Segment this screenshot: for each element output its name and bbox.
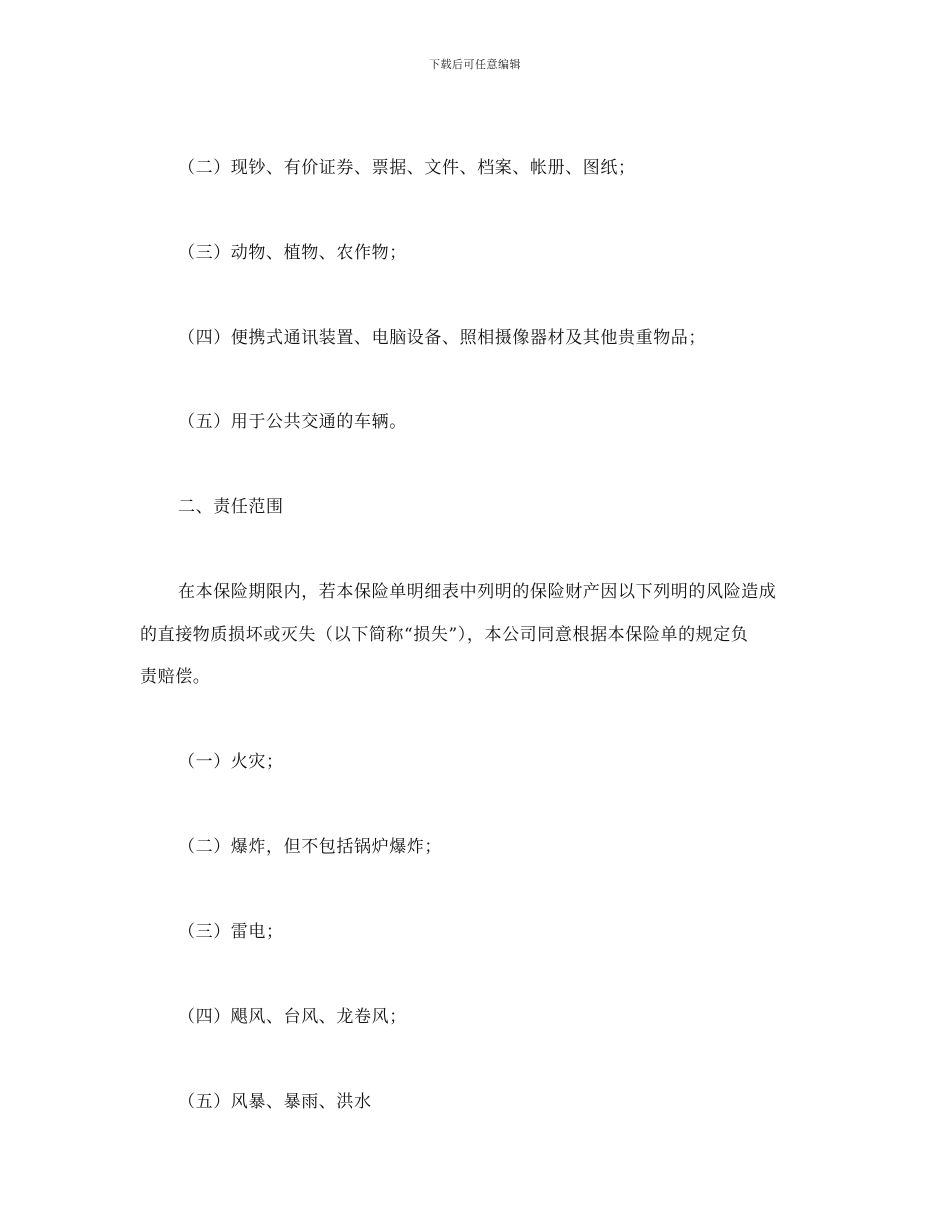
paragraph-line-3: 责赔偿。 (140, 667, 211, 687)
paragraph-line-1: 在本保险期限内，若本保险单明细表中列明的保险财产因以下列明的风险造成 (178, 582, 777, 602)
section-heading: 二、责任范围 (178, 497, 284, 517)
exclusion-item-4: （四）便携式通讯装置、电脑设备、照相摄像器材及其他贵重物品； (178, 328, 706, 348)
risk-item-5: （五）风暴、暴雨、洪水 (178, 1092, 372, 1112)
page-header: 下载后可任意编辑 (429, 58, 521, 71)
risk-item-2: （二）爆炸，但不包括锅炉爆炸； (178, 837, 442, 857)
exclusion-item-3: （三）动物、植物、农作物； (178, 243, 407, 263)
paragraph-line-2: 的直接物质损坏或灭失（以下简称“损失”），本公司同意根据本保险单的规定负 (140, 625, 749, 645)
exclusion-item-5: （五）用于公共交通的车辆。 (178, 412, 407, 432)
risk-item-1: （一）火灾； (178, 752, 284, 772)
exclusion-item-2: （二）现钞、有价证券、票据、文件、档案、帐册、图纸； (178, 158, 636, 178)
risk-item-4: （四）飓风、台风、龙卷风； (178, 1007, 407, 1027)
risk-item-3: （三）雷电； (178, 922, 284, 942)
